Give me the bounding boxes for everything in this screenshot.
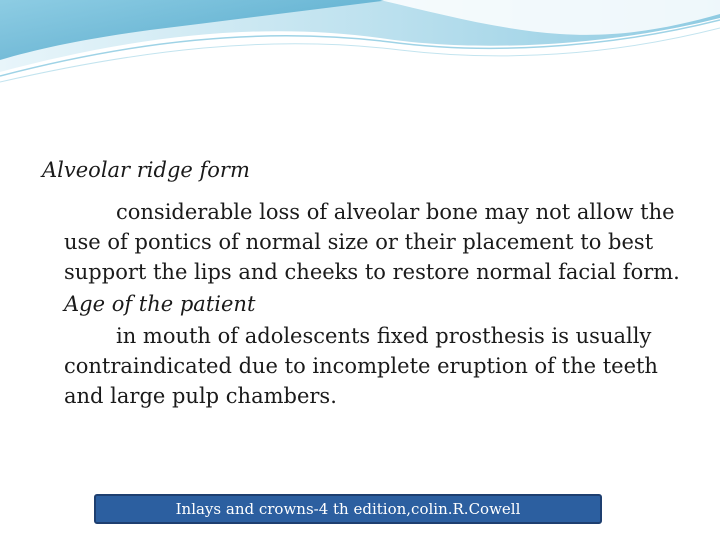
section-heading-patient-age: Age of the patient <box>64 292 256 316</box>
slide-content <box>40 155 690 411</box>
section-body-patient-age: in mouth of adolescents fixed prosthesis is usually contraindicated due to incomplete eruption of the teeth and large pulp chambers. <box>64 324 658 408</box>
section-body-alveolar-ridge: considerable loss of alveolar bone may not allow the use of pontics of normal size or their placement to best support the lips and cheeks to restore normal facial form. <box>64 200 680 284</box>
header-wave-decoration <box>0 0 720 110</box>
citation-box: Inlays and crowns-4 th edition,colin.R.Cowell <box>94 494 602 524</box>
section-heading-alveolar-ridge: Alveolar ridge form <box>42 158 250 182</box>
